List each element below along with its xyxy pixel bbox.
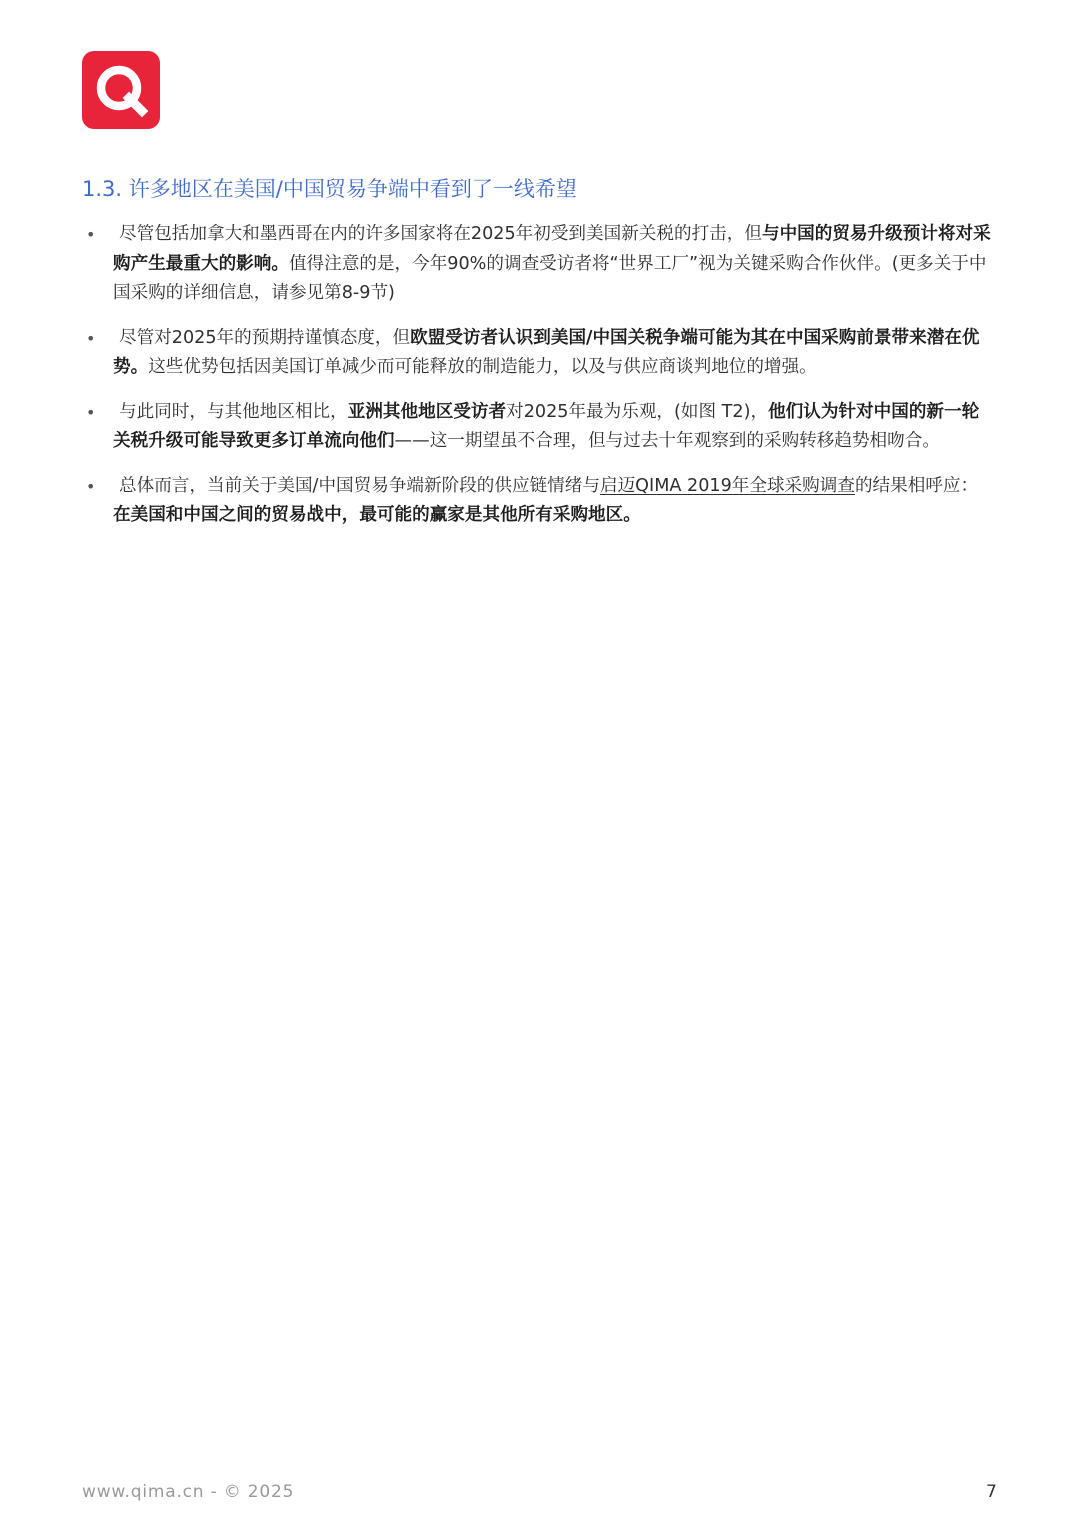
bullet-text-part: 尽管对2025年的预期持谨慎态度，但 bbox=[119, 327, 411, 348]
bullet-marker: • bbox=[86, 225, 96, 244]
bullet-list bbox=[86, 220, 992, 546]
bullet-text-part: 值得注意的是，今年90%的调查受访者将“世界工厂”视为关键采购合作伙伴。(更多关于中国采购的详细信息，请参见第8-9节) bbox=[113, 253, 987, 303]
bullet-text-part: 的结果相呼应： bbox=[854, 475, 979, 496]
bullet-text bbox=[113, 220, 992, 309]
bullet-item-3 bbox=[86, 398, 992, 457]
bullet-text bbox=[113, 324, 992, 383]
survey-report-link[interactable]: 启迈QIMA 2019年全球采购调查 bbox=[599, 475, 855, 496]
bullet-marker: • bbox=[86, 402, 96, 422]
bullet-item-4 bbox=[86, 472, 992, 531]
bullet-bold-text: 欧盟受访者认识到美国/中国关税争端可能为其在中国采购前景带来潜在优势。 bbox=[113, 327, 980, 377]
qima-logo bbox=[82, 51, 160, 129]
bullet-text-part: 尽管包括加拿大和墨西哥在内的许多国家将在2025年初受到美国新关税的打击，但 bbox=[119, 224, 762, 244]
bullet-bold-text: 与中国的贸易升级预计将对采购产生最重大的影响。 bbox=[113, 224, 991, 274]
bullet-bold-text: 在美国和中国之间的贸易战中，最可能的赢家是其他所有采购地区。 bbox=[113, 505, 641, 525]
bullet-text-part: 与此同时，与其他地区相比， bbox=[119, 401, 348, 422]
bullet-text bbox=[113, 398, 992, 457]
bullet-bold-text: 亚洲其他地区受访者 bbox=[347, 401, 507, 422]
bullet-marker: • bbox=[86, 476, 96, 496]
section-heading: 1.3. 许多地区在美国/中国贸易争端中看到了一线希望 bbox=[82, 177, 577, 201]
bullet-text-part: 对2025年最为乐观，(如图 T2)， bbox=[506, 401, 769, 422]
bullet-marker: • bbox=[86, 328, 96, 348]
bullet-text-part: 这些优势包括因美国订单减少而可能释放的制造能力，以及与供应商谈判地位的增强。 bbox=[148, 357, 817, 377]
bullet-bold-text: 他们认为针对中国的新一轮关税升级可能导致更多订单流向他们 bbox=[113, 401, 980, 451]
footer-website: www.qima.cn - © 2025 bbox=[82, 1482, 295, 1502]
bullet-text bbox=[113, 472, 992, 531]
bullet-text-part: 总体而言，当前关于美国/中国贸易争端新阶段的供应链情绪与 bbox=[119, 475, 600, 496]
qima-q-logo-icon bbox=[82, 51, 160, 129]
page-number: 7 bbox=[986, 1482, 997, 1502]
bullet-item-1 bbox=[86, 220, 992, 309]
bullet-text-part: ——这一期望虽不合理，但与过去十年观察到的采购转移趋势相吻合。 bbox=[394, 431, 940, 451]
bullet-item-2 bbox=[86, 324, 992, 383]
